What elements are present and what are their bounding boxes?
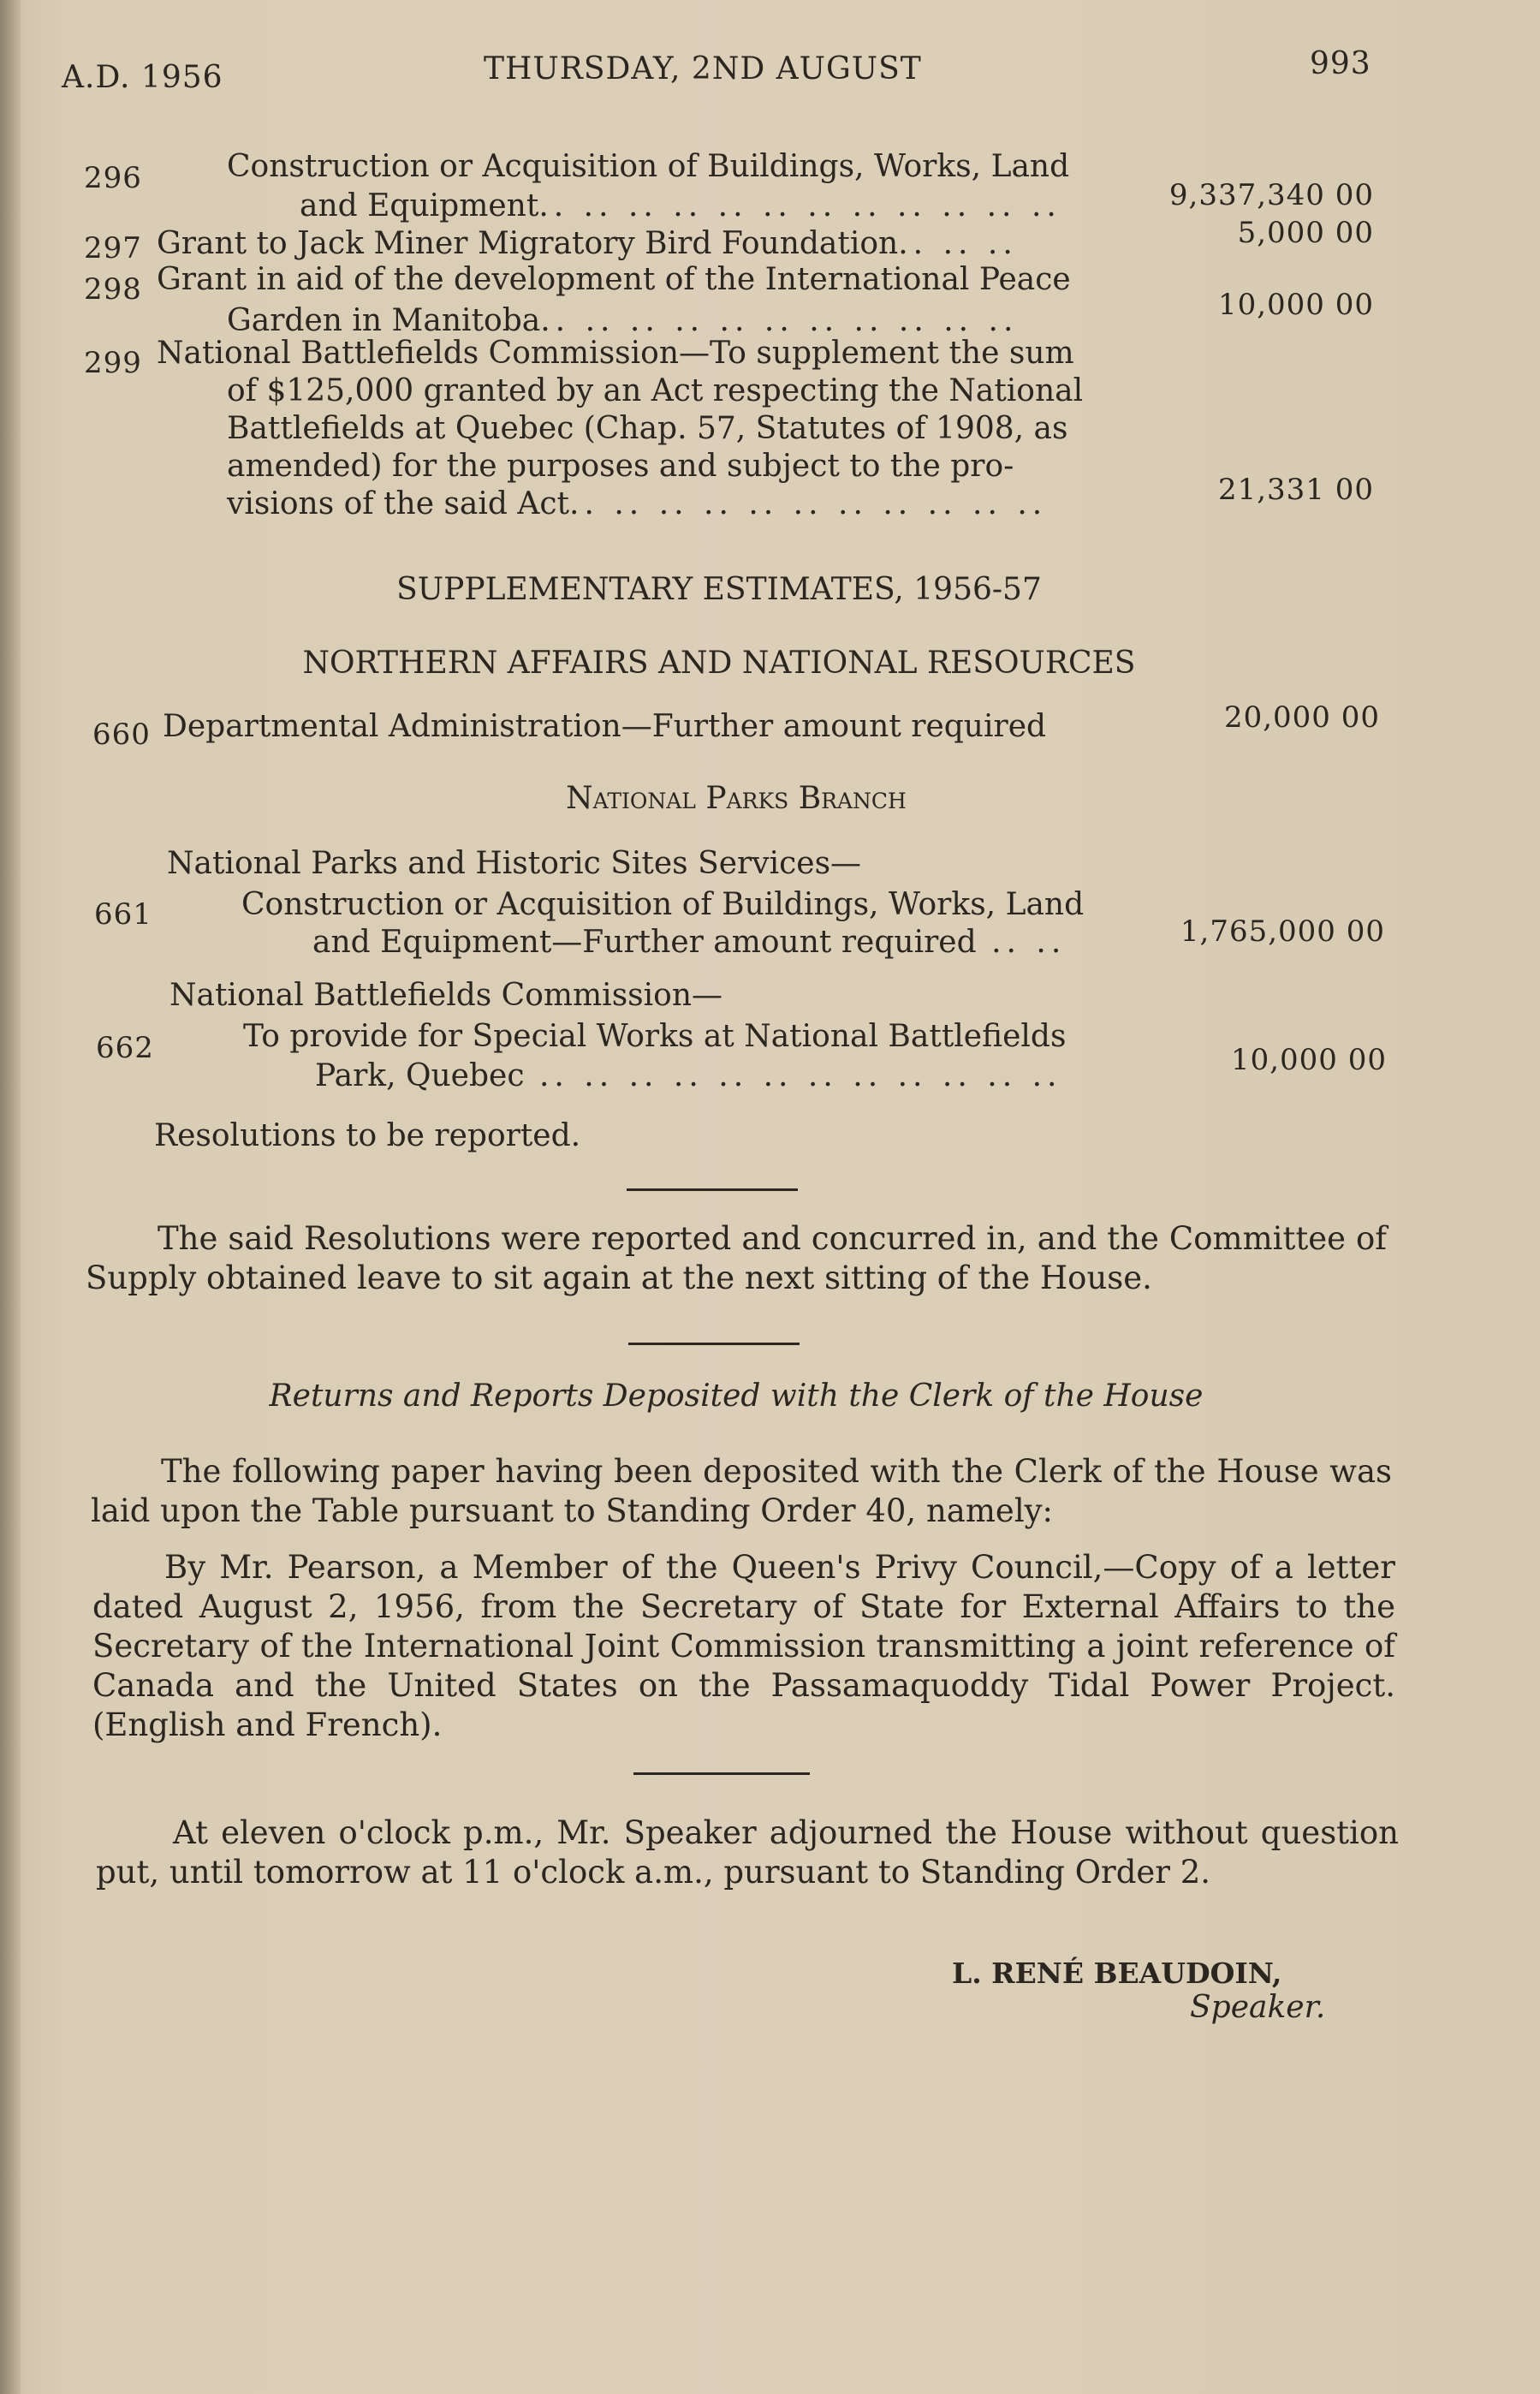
item-text: Battlefields at Quebec (Chap. 57, Statutes of 1908, as — [227, 411, 1068, 446]
item-number: 661 — [94, 897, 152, 932]
item-text: of $125,000 granted by an Act respecting the National — [227, 373, 1084, 408]
item-amount: 21,331 00 — [1217, 473, 1374, 507]
item-text: National Battlefields Commission—To supplement the sum — [157, 336, 1074, 371]
item-text: and Equipment—Further amount required .. .. — [312, 925, 1067, 960]
item-text: amended) for the purposes and subject to the pro- — [227, 449, 1014, 484]
item-text: Garden in Manitoba.. .. .. .. .. .. .. .. .. .. .. — [227, 303, 1019, 338]
item-amount: 5,000 00 — [1237, 216, 1374, 250]
item-text: visions of the said Act.. .. .. .. .. .. .. .. .. .. .. — [227, 486, 1048, 521]
item-amount: 1,765,000 00 — [1180, 914, 1385, 949]
item-amount: 9,337,340 00 — [1168, 178, 1374, 212]
section-title: SUPPLEMENTARY ESTIMATES, 1956-57 — [396, 572, 1042, 607]
header-page-number: 993 — [1310, 46, 1371, 81]
item-text: and Equipment.. .. .. .. .. .. .. .. .. .. .. .. — [300, 188, 1061, 223]
signature-title: Speaker. — [1190, 1990, 1326, 2025]
paragraph-deposited: The following paper having been deposited with the Clerk of the House was laid upon the Table pursuant to Standing Order 40, namely: — [91, 1453, 1392, 1529]
item-text: Construction or Acquisition of Buildings, Works, Land — [227, 149, 1070, 184]
header-year: A.D. 1956 — [62, 60, 223, 95]
item-amount: 20,000 00 — [1223, 700, 1380, 735]
divider — [627, 1188, 798, 1191]
subheading: National Parks and Historic Sites Services— — [167, 846, 862, 881]
item-text: Departmental Administration—Further amount required — [163, 709, 1047, 744]
item-text: To provide for Special Works at National Battlefields — [243, 1019, 1067, 1054]
paragraph-concurred: The said Resolutions were reported and concurred in, and the Committee of Supply obtained leave to sit again at the next sitting of the House. — [86, 1220, 1387, 1296]
department-heading: NORTHERN AFFAIRS AND NATIONAL RESOURCES — [302, 646, 1136, 681]
book-spine — [0, 0, 21, 2394]
divider — [633, 1772, 810, 1775]
divider — [628, 1343, 800, 1345]
branch-heading: National Parks Branch — [566, 781, 907, 816]
item-number: 296 — [84, 161, 142, 195]
item-number: 660 — [92, 718, 151, 752]
resolutions-text: Resolutions to be reported. — [154, 1118, 581, 1153]
item-amount: 10,000 00 — [1217, 288, 1374, 322]
item-number: 297 — [84, 231, 142, 265]
item-number: 662 — [96, 1031, 154, 1065]
item-text: Grant to Jack Miner Migratory Bird Foundation.. .. .. — [157, 226, 1018, 261]
paragraph-pearson: By Mr. Pearson, a Member of the Queen's Privy Council,—Copy of a letter dated August 2, 1956, from the Secretary of State for External Affairs to the Secretary of the International Joint Commission transmitting a joint reference of Canada and the United States on the Passamaquoddy Tidal Power Project. (English and French). — [92, 1549, 1395, 1743]
signature-name: L. RENÉ BEAUDOIN, — [952, 1956, 1282, 1990]
header-date: THURSDAY, 2ND AUGUST — [484, 51, 922, 86]
paragraph-adjourned: At eleven o'clock p.m., Mr. Speaker adjourned the House without question put, until tomorrow at 11 o'clock a.m., pursuant to Standing Order 2. — [96, 1814, 1399, 1891]
item-text: Construction or Acquisition of Buildings, Works, Land — [241, 887, 1085, 922]
item-number: 299 — [84, 346, 142, 380]
item-text: Park, Quebec .. .. .. .. .. .. .. .. .. .. .. .. — [315, 1058, 1062, 1093]
returns-heading: Returns and Reports Deposited with the Clerk of the House — [269, 1379, 1204, 1414]
subheading: National Battlefields Commission— — [169, 978, 723, 1013]
item-amount: 10,000 00 — [1230, 1043, 1387, 1077]
item-text: Grant in aid of the development of the International Peace — [157, 262, 1071, 297]
item-number: 298 — [84, 272, 142, 307]
